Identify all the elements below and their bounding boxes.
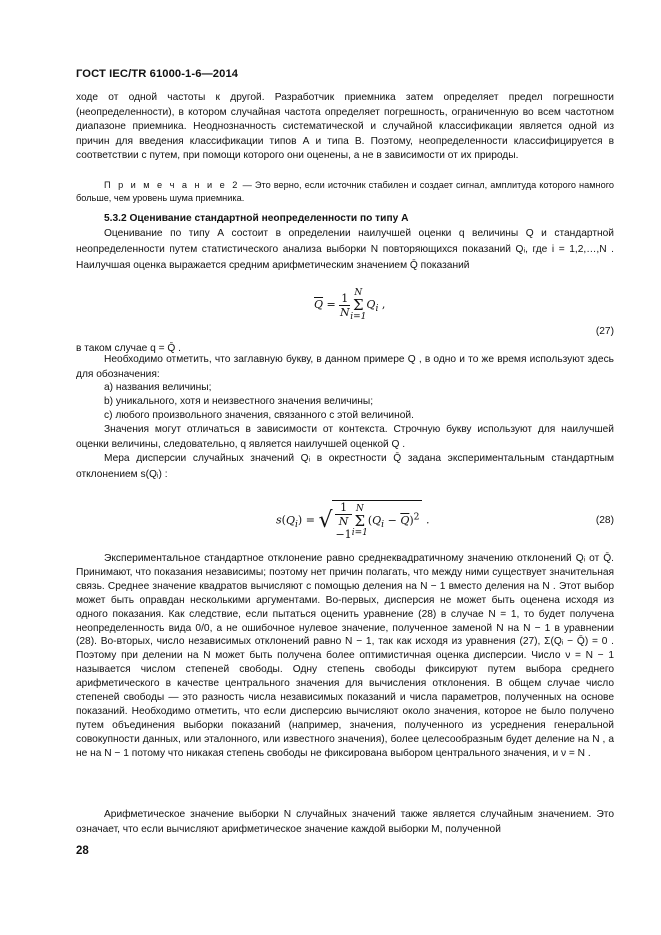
paragraph-type-a: Оценивание по типу А состоит в определении наилучшей оценки q величины Q и стандартной неопределенности путем статистического анализа выборки N повторяющихся показаний Qᵢ, где i = 1,2,…,N . Наилучшая оценка выражается средним арифметическим значением Q̄ показаний — [76, 228, 614, 271]
paragraph-case: в таком случае q = Q̄ . — [76, 343, 181, 354]
note-text: — Это верно, если источник стабилен и создает сигнал, амплитуда которого намного больше, чем уровень шума приемника. — [76, 180, 614, 203]
list-item-a: а) названия величины; — [104, 382, 212, 393]
page-number: 28 — [76, 845, 89, 857]
list-item-b: b) уникального, хотя и неизвестного значения величины; — [104, 396, 374, 407]
equation-27: $\overline{Q}$ = $\frac{1}{N}$ N Σ i=1 $Q_i$ , — [314, 288, 386, 322]
equation-27-number: (27) — [595, 326, 614, 337]
section-title: 5.3.2 Оценивание стандартной неопределенности по типу А — [104, 213, 409, 224]
note-2 — [76, 179, 614, 204]
paragraph-capital-letter: Необходимо отметить, что заглавную букву, в данном примере Q , в одно и то же время используют здесь для обозначения: — [76, 354, 614, 380]
paragraph-context: Значения могут отличаться в зависимости от контекста. Строчную букву используют для наилучшей оценки величины, следовательно, q является наилучшей оценкой Q . — [76, 424, 614, 450]
paragraph-dispersion: Мера дисперсии случайных значений Qᵢ в окрестности Q̄ задана экспериментальным стандартным отклонением s(Qᵢ) : — [76, 453, 614, 480]
paragraph-std-deviation: Экспериментальное стандартное отклонение равно среднеквадратичному значению отклонений Qᵢ от Q̄. Принимают, что показания независимы; поэтому нет причин полагать, что между ними существует значительная связь. Среднее значение квадратов вычисляют с помощью деления на N − 1 вместо деления на N . Этот выбор может быть оправдан несколькими аргументами. Во-первых, дисперсия не может быть оценена исходя из одного показания. Как следствие, если пытаться оценить уравнение (28) в случае N = 1, то будет получена неопределенность вида 0/0, а не ошибочное нулевое значение, полученное заменой N на N − 1 в уравнении (28). Во-вторых, число независимых отклонений равно N − 1, так как исходя из уравнения (27), Σ(Qᵢ − Q̄) = 0 . Поэтому при делении на N может быть получена более оптимистичная оценка дисперсии. Число ν = N − 1 называется числом степеней свободы. Одну степень свободы фиксируют путем выбора среднего арифметического в качестве центрального значения для вычисления отклонения. В общем случае число степеней свободы — это разность числа независимых показаний и числа параметров, полученных на основе показаний. Необходимо отметить, что если дисперсию вычисляют около значения, которое не было получено путем объединения выборки показаний (например, значения, полученного из усреднения генеральной совокупности данных, или эталонного, или известного значения), более целесообразным будет деление на N , а не на N − 1 потому что никакая степень свободы не фиксирована выбором центрального значения, и ν = N . — [76, 553, 614, 759]
note-label: П р и м е ч а н и е 2 — [104, 180, 240, 190]
paragraph-continuation: ходе от одной частоты к другой. Разработчик приемника затем определяет предел погрешности (неопределенности), в котором случайная частота определяет погрешность, ограниченную во всем частотном диапазоне приемника. Неоднозначность систематической и случайной классификации является одной из причин для введения классификации типов А и типа В. Поэтому, неопределенности классифицируется в соответствии с путем, при помощи которого они оценены, а не в зависимости от их природы. — [76, 92, 614, 161]
equation-28-number: (28) — [595, 515, 614, 526]
page-header: ГОСТ IEC/TR 61000-1-6—2014 — [76, 68, 239, 80]
equation-28: $s(Q_i)$ = √ 1 N −1 N Σ i=1 $(Q_i - \overline{Q})^2$ . — [276, 501, 430, 541]
list-item-c: с) любого произвольного значения, связанного с этой величиной. — [104, 410, 414, 421]
paragraph-arithmetic-mean: Арифметическое значение выборки N случайных значений также является случайным значением. Это означает, что если вычисляют арифметическое значение каждой выборки M, полученной — [76, 809, 614, 835]
